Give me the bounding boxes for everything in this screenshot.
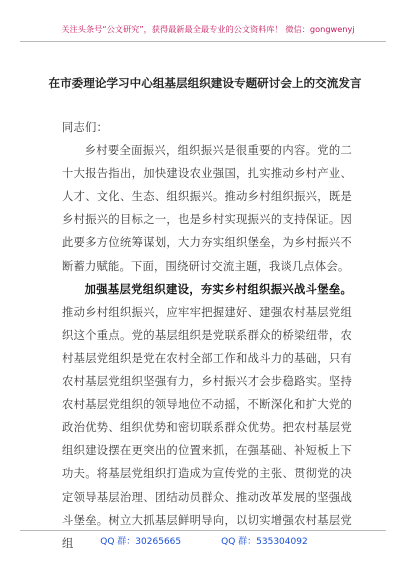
document-body (62, 116, 352, 555)
footer (0, 535, 408, 549)
header-banner: 关注头条号“公文研究”，获得最新最全最专业的公文资料库！ 微信：gongwenyj (61, 24, 355, 34)
header-divider (20, 41, 386, 42)
document-title: 在市委理论学习中心组基层组织建设专题研讨会上的交流发言 (48, 76, 362, 90)
salutation: 同志们： (62, 121, 108, 134)
paragraph-2-lead: 加强基层党组织建设，夯实乡村组织振兴战斗堡垒。 (84, 282, 352, 296)
paragraph-1: 乡村要全面振兴，组织振兴是很重要的内容。党的二十大报告指出，加快建设农业强国，扎实推动乡村产业、人才、文化、生态、组织振兴。推动乡村组织振兴，既是乡村振兴的目标之一，也是乡村实现振兴的支持保证。因此要多方位统筹谋划，大力夯实组织堡垒，为乡村振兴不断蓄力赋能。下面，围绕研讨交流主题，我谈几点体会。 (62, 144, 352, 273)
paragraph-2 (62, 278, 352, 555)
footer-qq-group-1: QQ 群：30265665 (100, 537, 182, 547)
footer-divider (20, 530, 386, 531)
footer-qq-group-2: QQ 群：535304092 (221, 537, 308, 547)
paragraph-2-body: 推动乡村组织振兴，应牢牢把握建好、建强农村基层党组织这个重点。党的基层组织是党联系群众的桥梁纽带，农村基层党组织是党在农村全部工作和战斗力的基础，只有农村基层党组织坚强有力，乡村振兴才会步稳路实。坚持农村基层党组织的领导地位不动摇，不断深化和扩大党的政治优势、组织优势和密切联系群众优势。把农村基层党组织建设摆在更突出的位置来抓，在强基础、补短板上下功夫。将基层党组织打造成为宣传党的主张、贯彻党的决定领导基层治理、团结动员群众、推动改革发展的坚强战斗堡垒。树立大抓基层鲜明导向，以切实增强农村基层党组 (62, 305, 352, 550)
